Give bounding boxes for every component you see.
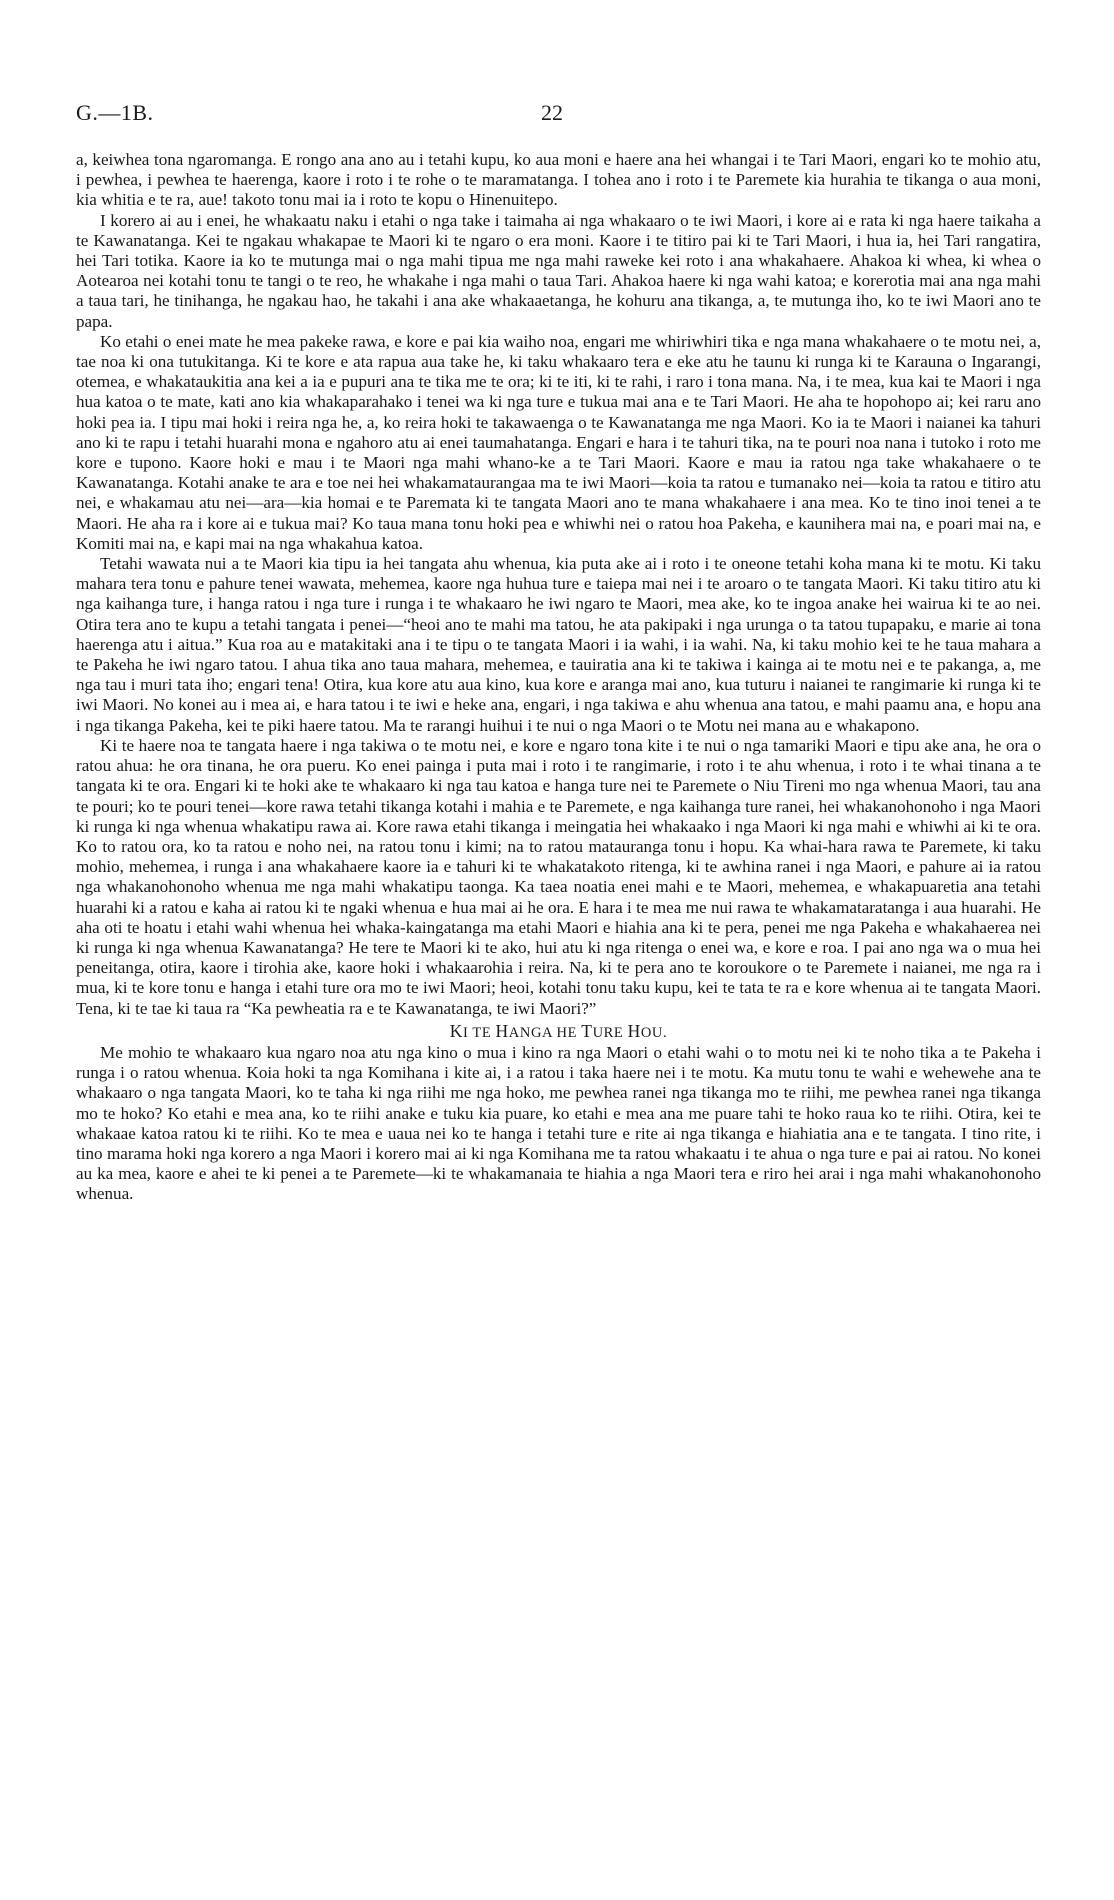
paragraph: Ko etahi o enei mate he mea pakeke rawa, e kore e pai kia waiho noa, engari me whiriwhiri tika e nga mana whakahaere o te motu nei, a, tae noa ki ona tutukitanga. Ki te kore e ata rapua aua take he, ki taku whakaaro tera e eke atu he taunu ki runga ki te Karauna o Ingarangi, otemea, e whakataukitia ana kei a ia e pupuri ana te tika me te ora; ki te iti, ki te rahi, i raro i tona mana. Na, i te mea, kua kai te Maori i nga hua katoa o te mate, kati ano kia whakaparahako i tenei wa ki nga ture e tukua mai ana e te Tari Maori. He aha te hopohopo ai; kei raru ano hoki pea ia. I tipu mai hoki i reira nga he, a, ko reira hoki te takawaenga o te Kawanatanga me nga Maori. Ko ia te Maori i naianei ka tahuri ano ki te rapu i tetahi huarahi mona e ngahoro atu ai enei taumahatanga. Engari e hara i te tahuri tika, na te pouri noa nana i tutoko i roto me kore e tupono. Kaore hoki e mau i te Maori nga mahi whano-ke a te Tari Maori. Kaore e mau ia ratou nga take whakahaere o te Kawanatanga. Kotahi anake te ara e toe nei hei whakamataurangaa ma te iwi Maori—koia ta ratou e tumanako nei—koia ta ratou e titiro atu nei, e whakamau atu nei—ara—kia homai e te Paremata ki te tangata Maori ano te mana whakahaere i ana mea. Ko te tino inoi tenei a te Maori. He aha ra i kore ai e tukua mai? Ko taua mana tonu hoki pea e whiwhi nei o ratou hoa Pakeha, e kaunihera mai na, e poari mai na, e Komiti mai na, e kapi mai na nga whakahua katoa.: [76, 331, 1041, 553]
paragraph: Me mohio te whakaaro kua ngaro noa atu nga kino o mua i kino ra nga Maori o etahi wahi o to motu nei ki te noho tika a te Pakeha i runga i o ratou whenua. Koia hoki ta nga Komihana i kite ai, i a ratou i taka haere nei i te motu. Ka mutu tonu te wahi e wehewehe ana te whakaaro o nga tangata Maori, ko te taha ki nga riihi me nga hoko, me pewhea ranei nga tikanga mo te riihi, me pewhea ranei nga tikanga mo te hoko? Ko etahi e mea ana, ko te riihi anake e tuku kia puare, ko etahi e mea ana me puare tahi te hoko raua ko te riihi. Otira, kei te whakaae katoa ratou ki te riihi. Ko te mea e uaua nei ko te hanga i tetahi ture e rite ai nga tikanga e hiahiatia ana e te tangata. I tino rite, i tino marama hoki nga korero a nga Maori i korero mai ai ki nga Komihana me ta ratou whakaatu i te ahua o nga ture e pai ai ratou. No konei au ka mea, kaore e ahei te ki penei a te Paremete—ki te whakamanaia te hiahia a nga Maori tera e riro hei arai i nga mahi whakanohonoho whenua.: [76, 1042, 1041, 1204]
page-number: 22: [541, 100, 563, 125]
section-heading: KI TE HANGA HE TURE HOU.: [449, 1020, 668, 1041]
document-body: [76, 150, 1041, 1205]
page-header: [76, 100, 1016, 130]
paragraph: Tetahi wawata nui a te Maori kia tipu ia hei tangata ahu whenua, kia puta ake ai i roto i te oneone tetahi koha mana ki te motu. Ki taku mahara tera tonu e pahure tenei wawata, mehemea, kaore nga huhua ture e taiepa mai nei i te aroaro o te tangata Maori. Ki taku titiro atu ki nga kaihanga ture, i hanga ratou i nga ture i runga i te whakaaro he iwi ngaro te Maori, mea ake, ko te ingoa anake hei wairua ki te ao nei. Otira tera ano te kupu a tetahi tangata i penei—“heoi ano te mahi ma tatou, he ata pakipaki i nga urunga o ta tatou tupapaku, e marie ai tona haerenga atu i aitua.” Kua roa au e matakitaki ana i te tipu o te tangata Maori i ia wahi, i ia wahi. Na, ki taku mohio kei te he taua mahara a te Pakeha he iwi ngaro tatou. I ahua tika ano taua mahara, mehemea, e tauiratia ana ki te takiwa i kainga ai te motu nei e te pakanga, a, me nga tau i muri tata iho; engari tena! Otira, kua kore atu aua kino, kua kore e aranga mai ano, kua tuturu i naianei te rangimarie ki runga ki te iwi Maori. No konei au i mea ai, e hara tatou i te iwi e heke ana, engari, i nga takiwa e ahu whenua ana tatou, e mahi paamu ana, e hopu ana i nga tikanga Pakeha, kei te piki haere tatou. Ma te rarangi huihui i te nui o nga Maori o te Motu nei mana au e whakapono.: [76, 554, 1041, 735]
paragraph: a, keiwhea tona ngaromanga. E rongo ana ano au i tetahi kupu, ko aua moni e haere ana hei whangai i te Tari Maori, engari ko te mohio atu, i pewhea, i pewhea te haerenga, kaore i roto i te rohe o te maramatanga. I tohea ano i roto i te Paremete kia hurahia te tikanga o aua moni, kia whitia e te ra, aue! takoto tonu mai ia i roto te kopu o Hinenuitepo.: [76, 150, 1041, 210]
paragraph: I korero ai au i enei, he whakaatu naku i etahi o nga take i taimaha ai nga whakaaro o te iwi Maori, i kore ai e rata ki nga haere taikaha a te Kawanatanga. Kei te ngakau whakapae te Maori ki te ngaro o era moni. Kaore i te titiro pai ki te Tari Maori, i hua ia, hei Tari rangatira, hei Tari totika. Kaore ia ko te mutunga mai o nga mahi tipua me nga mahi raweke kei roto i ana whakahaere. Ahakoa ki whea, ki whea o Aotearoa nei kotahi tonu te tangi o te reo, he whakahe i nga mahi o taua Tari. Ahakoa haere ki nga wahi katoa; e korerotia mai ana nga mahi a taua tari, he tinihanga, he ngakau hao, he takahi i ana ake whakaaetanga, he kohuru ana tikanga, a, te mutunga iho, ko te iwi Maori ano te papa.: [76, 210, 1041, 331]
paragraph: Ki te haere noa te tangata haere i nga takiwa o te motu nei, e kore e ngaro tona kite i te nui o nga tamariki Maori e tipu ake ana, he ora o ratou ahua: he ora tinana, he ora pueru. Ko enei painga i puta mai i roto i te rangimarie, i roto i te ahu whenua, i roto i te whai tinana a te tangata ki te ora. Engari ki te hoki ake te whakaaro ki nga tau katoa e hanga ture nei te Paremete o Niu Tireni mo nga whenua Maori, tau ana te pouri; ko te pouri tenei—kore rawa tetahi tikanga kotahi i mahia e te Paremete, e nga kaihanga ture ranei, hei whakanohonoho i nga Maori ki runga ki nga whenua whakatipu rawa ai. Kore rawa etahi tikanga i meingatia hei whakaako i nga Maori ki nga mahi e whiwhi ai ki te ora. Ko to ratou ora, ko ta ratou e noho nei, na ratou tonu i kimi; na to ratou matauranga tonu i hopu. Ka whai-hara rawa te Paremete, ki taku mohio, mehemea, i runga i ana whakahaere kaore ia e tahuri ki te whakatakoto ritenga, ki te awhina ranei i nga Maori, e pahure ai ia ratou nga whakanohonoho whenua me nga mahi whakatipu taonga. Ka taea noatia enei mahi e te Maori, mehemea, e whakapuaretia ana tetahi huarahi ki a ratou e kaha ai ratou ki te ngaki whenua e hua mai ai he ora. E hara i te mea me nui rawa te whakamataratanga i aua huarahi. He aha oti te hoatu i etahi wahi whenua hei whaka-kaingatanga ma etahi Maori e hiahia ana ki te pera, penei me nga Pakeha e whakahaerea nei ki runga ki nga whenua Kawanatanga? He tere te Maori ki te ako, hui atu ki nga ritenga o enei wa, e kore e roa. I pai ano nga wa o mua hei peneitanga, otira, kaore i tirohia ake, kaore hoki i whakaarohia i reira. Na, ki te pera ano te koroukore o te Paremete i naianei, me nga ra i mua, ki te kore tonu e hanga i etahi ture ora mo te iwi Maori; heoi, kotahi tonu taku kupu, kei te tata te ra e kore whenua ai te tangata Maori. Tena, ki te tae ki taua ra “Ka pewheatia ra e te Kawanatanga, te iwi Maori?”: [76, 735, 1041, 1018]
document-reference: G.—1B.: [76, 100, 154, 125]
